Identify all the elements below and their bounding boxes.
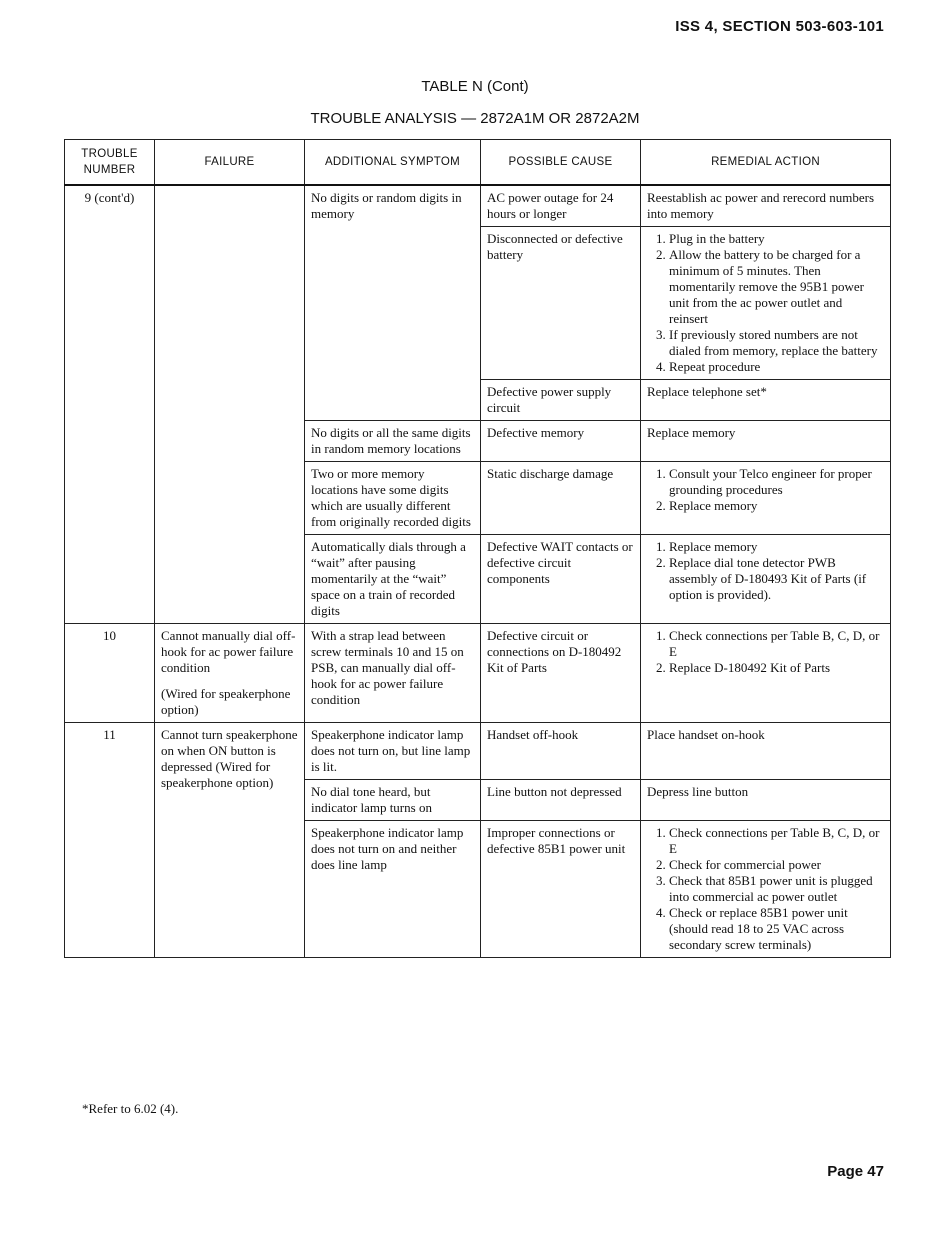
action-step: 4. Repeat procedure bbox=[669, 359, 884, 375]
table-row bbox=[65, 723, 891, 780]
action-step: 1. Consult your Telco engineer for proper grounding procedures bbox=[669, 466, 884, 498]
trouble-number-9: 9 (cont'd) bbox=[65, 185, 155, 624]
action-cell: Replace memory bbox=[641, 421, 891, 462]
col-header-symptom: ADDITIONAL SYMPTOM bbox=[305, 140, 481, 186]
action-steps bbox=[647, 825, 884, 953]
table-subtitle: TROUBLE ANALYSIS — 2872A1M OR 2872A2M bbox=[310, 110, 640, 127]
action-steps bbox=[647, 466, 884, 514]
failure-9 bbox=[155, 185, 305, 624]
issue-header: ISS 4, SECTION 503-603-101 bbox=[675, 18, 884, 35]
table-row bbox=[65, 185, 891, 227]
symptom-cell: No digits or all the same digits in random memory locations bbox=[305, 421, 481, 462]
cause-cell: Improper connections or defective 85B1 power unit bbox=[481, 821, 641, 958]
col-header-failure: FAILURE bbox=[155, 140, 305, 186]
symptom-cell: No digits or random digits in memory bbox=[305, 185, 481, 421]
action-step: 1. Replace memory bbox=[669, 539, 884, 555]
action-cell bbox=[641, 462, 891, 535]
action-cell bbox=[641, 624, 891, 723]
symptom-cell: Speakerphone indicator lamp does not turn on, but line lamp is lit. bbox=[305, 723, 481, 780]
trouble-number-11: 11 bbox=[65, 723, 155, 958]
table-title: TABLE N (Cont) bbox=[421, 78, 529, 95]
footnote: *Refer to 6.02 (4). bbox=[82, 1101, 179, 1116]
page-number: Page 47 bbox=[827, 1163, 884, 1180]
action-step: 2. Replace memory bbox=[669, 498, 884, 514]
symptom-cell: Speakerphone indicator lamp does not turn on and neither does line lamp bbox=[305, 821, 481, 958]
action-cell: Depress line button bbox=[641, 780, 891, 821]
col-header-cause: POSSIBLE CAUSE bbox=[481, 140, 641, 186]
failure-10 bbox=[155, 624, 305, 723]
symptom-cell: Automatically dials through a “wait” after pausing momentarily at the “wait” space on a train of recorded digits bbox=[305, 535, 481, 624]
trouble-number-10: 10 bbox=[65, 624, 155, 723]
action-step: 2. Replace dial tone detector PWB assembly of D-180493 Kit of Parts (if option is provided). bbox=[669, 555, 884, 603]
cause-cell: Defective WAIT contacts or defective circuit components bbox=[481, 535, 641, 624]
action-cell bbox=[641, 227, 891, 380]
action-step: 1. Plug in the battery bbox=[669, 231, 884, 247]
action-cell: Replace telephone set* bbox=[641, 380, 891, 421]
symptom-cell: Two or more memory locations have some digits which are usually different from originally recorded digits bbox=[305, 462, 481, 535]
action-cell bbox=[641, 535, 891, 624]
symptom-cell: With a strap lead between screw terminals 10 and 15 on PSB, can manually dial off-hook for ac power failure condition bbox=[305, 624, 481, 723]
trouble-analysis-table bbox=[64, 139, 891, 958]
cause-cell: AC power outage for 24 hours or longer bbox=[481, 185, 641, 227]
action-step: 4. Check or replace 85B1 power unit (should read 18 to 25 VAC across secondary screw terminals) bbox=[669, 905, 884, 953]
cause-cell: Disconnected or defective battery bbox=[481, 227, 641, 380]
cause-cell: Defective power supply circuit bbox=[481, 380, 641, 421]
action-steps bbox=[647, 231, 884, 375]
action-step: 2. Allow the battery to be charged for a minimum of 5 minutes. Then momentarily remove the 95B1 power unit from the ac power outlet and reinsert bbox=[669, 247, 884, 327]
table-header-row bbox=[65, 140, 891, 186]
action-step: 3. Check that 85B1 power unit is plugged into commercial ac power outlet bbox=[669, 873, 884, 905]
action-step: 1. Check connections per Table B, C, D, or E bbox=[669, 628, 884, 660]
action-step: 2. Check for commercial power bbox=[669, 857, 884, 873]
action-step: 1. Check connections per Table B, C, D, or E bbox=[669, 825, 884, 857]
failure-11: Cannot turn speakerphone on when ON button is depressed (Wired for speakerphone option) bbox=[155, 723, 305, 958]
cause-cell: Line button not depressed bbox=[481, 780, 641, 821]
action-step: 2. Replace D-180492 Kit of Parts bbox=[669, 660, 884, 676]
cause-cell: Defective memory bbox=[481, 421, 641, 462]
action-steps bbox=[647, 628, 884, 676]
action-cell: Reestablish ac power and rerecord numbers into memory bbox=[641, 185, 891, 227]
col-header-trouble-number: TROUBLE NUMBER bbox=[65, 140, 155, 186]
cause-cell: Static discharge damage bbox=[481, 462, 641, 535]
action-steps bbox=[647, 539, 884, 603]
cause-cell: Handset off-hook bbox=[481, 723, 641, 780]
col-header-action: REMEDIAL ACTION bbox=[641, 140, 891, 186]
action-step: 3. If previously stored numbers are not dialed from memory, replace the battery bbox=[669, 327, 884, 359]
action-cell: Place handset on-hook bbox=[641, 723, 891, 780]
cause-cell: Defective circuit or connections on D-180492 Kit of Parts bbox=[481, 624, 641, 723]
action-cell bbox=[641, 821, 891, 958]
failure-note: (Wired for speakerphone option) bbox=[161, 686, 291, 717]
table-row bbox=[65, 624, 891, 723]
symptom-cell: No dial tone heard, but indicator lamp turns on bbox=[305, 780, 481, 821]
failure-text: Cannot manually dial off-hook for ac power failure condition bbox=[161, 628, 296, 675]
